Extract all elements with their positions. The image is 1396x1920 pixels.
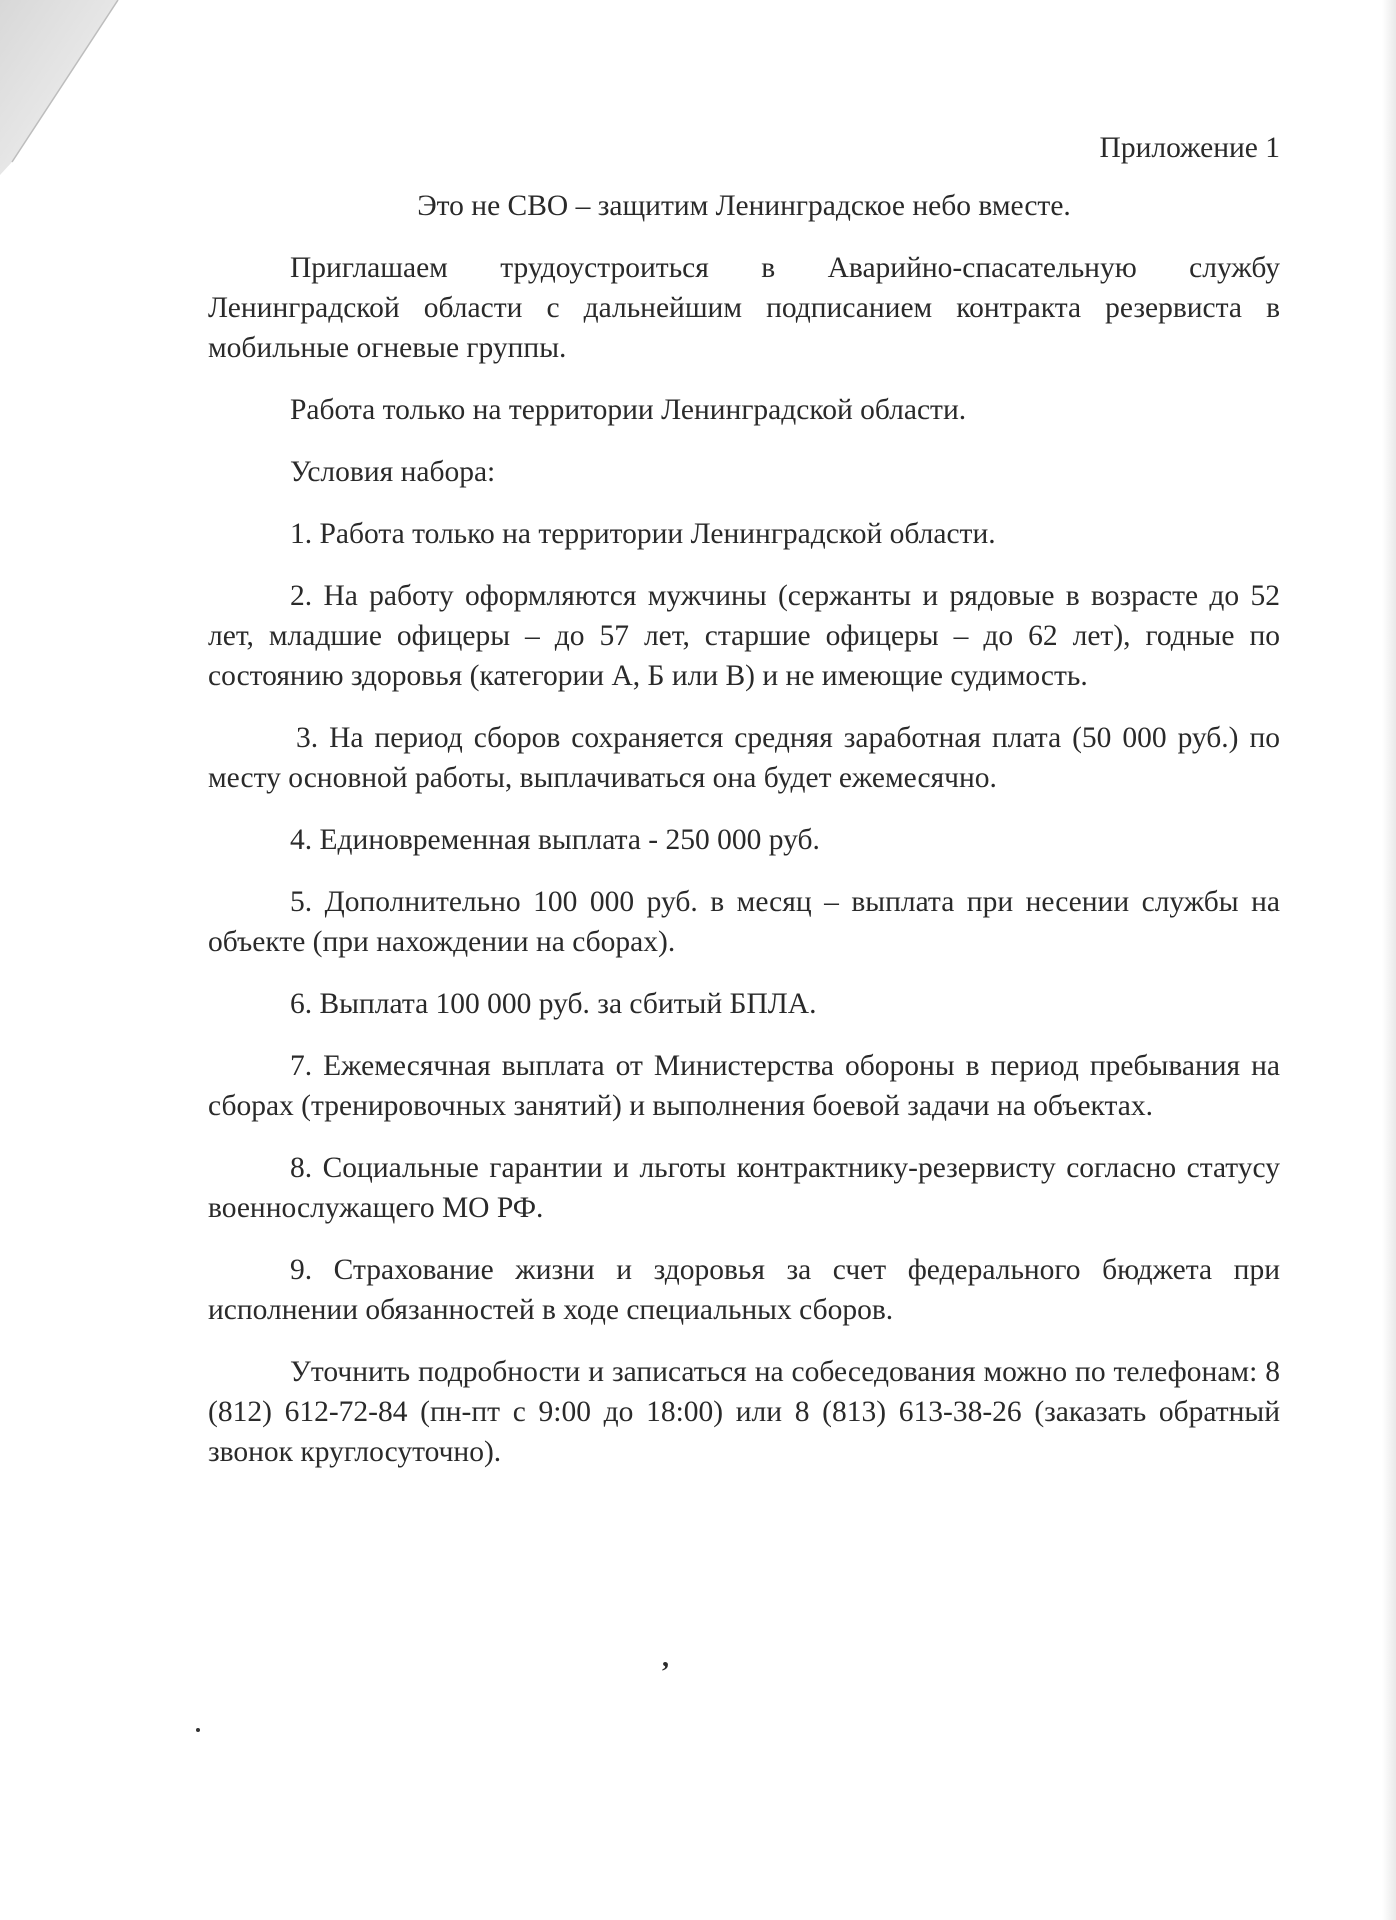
stray-ink-dot [196,1728,200,1732]
condition-item-9: 9. Страхование жизни и здоровья за счет федерального бюджета при исполнении обязанностей в ходе специальных сборов. [208,1254,1280,1326]
page-edge-shadow [1382,0,1396,1920]
contact-paragraph: Уточнить подробности и записаться на собеседования можно по телефонам: 8 (812) 612-72-84 (пн-пт с 9:00 до 18:00) или 8 (813) 613-38-26 (заказать обратный звонок круглосуточно). [208,1356,1280,1468]
condition-item-6: 6. Выплата 100 000 руб. за сбитый БПЛА. [290,988,817,1020]
condition-item-5: 5. Дополнительно 100 000 руб. в месяц – выплата при несении службы на объекте (при нахождении на сборах). [208,886,1280,958]
condition-item-4: 4. Единовременная выплата - 250 000 руб. [290,824,820,856]
condition-item-7: 7. Ежемесячная выплата от Министерства обороны в период пребывания на сборах (тренировочных занятий) и выполнения боевой задачи на объектах. [208,1050,1280,1122]
territory-paragraph: Работа только на территории Ленинградской области. [290,394,967,426]
condition-item-8: 8. Социальные гарантии и льготы контрактнику-резервисту согласно статусу военнослужащего МО РФ. [208,1152,1280,1224]
condition-item-2: 2. На работу оформляются мужчины (сержанты и рядовые в возрасте до 52 лет, младшие офицеры – до 57 лет, старшие офицеры – до 62 лет), годные по состоянию здоровья (категории А, Б или В) и не имеющие судимость. [208,580,1280,692]
invitation-paragraph: Приглашаем трудоустроиться в Аварийно-спасательную службу Ленинградской области с дальнейшим подписанием контракта резервиста в мобильные огневые группы. [208,252,1280,364]
conditions-heading: Условия набора: [290,456,496,488]
condition-item-1: 1. Работа только на территории Ленинградской области. [290,518,996,550]
annex-label: Приложение 1 [1099,132,1280,164]
stray-ink-mark: , [662,1642,669,1673]
letter-document [208,128,1280,1494]
condition-item-3: 3. На период сборов сохраняется средняя заработная плата (50 000 руб.) по месту основной работы, выплачиваться она будет ежемесячно. [208,722,1280,794]
folded-corner-shadow [0,0,140,180]
document-heading: Это не СВО – защитим Ленинградское небо вместе. [417,190,1071,222]
